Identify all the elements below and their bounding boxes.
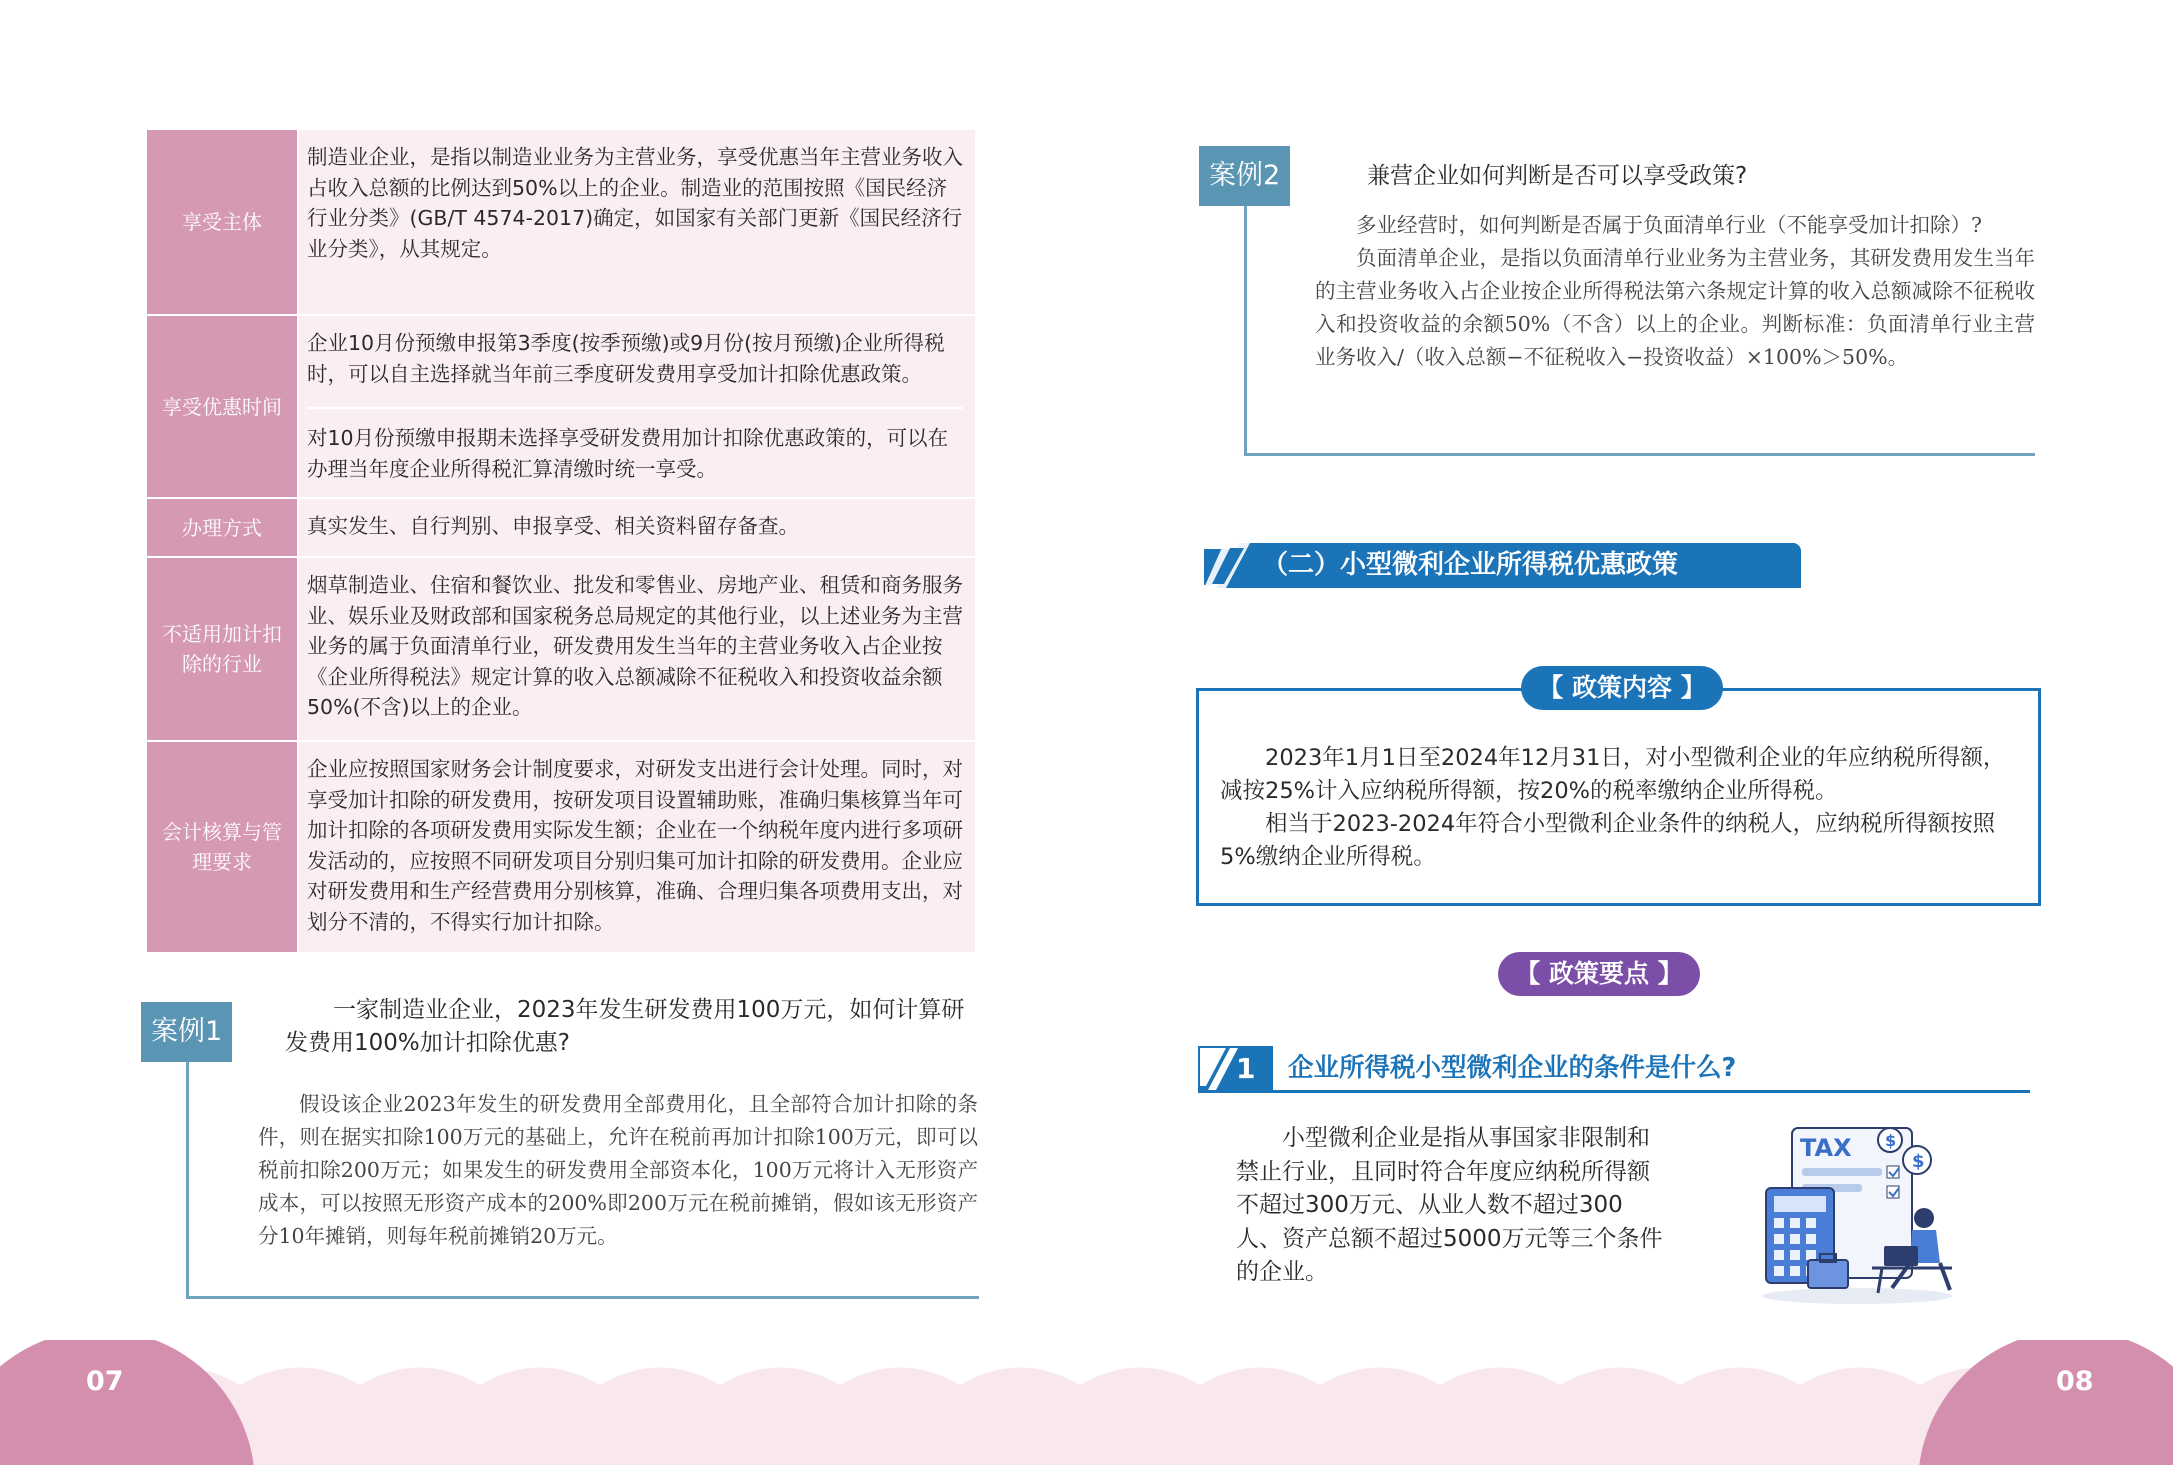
table-row xyxy=(147,315,975,498)
tax-label: TAX xyxy=(1800,1134,1852,1162)
section-chevron-icon xyxy=(1198,543,1258,588)
case2-question xyxy=(1367,160,2017,193)
row-paragraph: 企业10月份预缴申报第3季度(按季预缴)或9月份(按月预缴)企业所得税时，可以自主选择就当年前三季度研发费用享受加计扣除优惠政策。 xyxy=(307,331,945,386)
tax-calculator-illustration xyxy=(1752,1118,1962,1308)
point1-number: 1 xyxy=(1236,1052,1256,1085)
section-title: （二）小型微利企业所得税优惠政策 xyxy=(1262,550,1679,580)
point1-body-text: 小型微利企业是指从事国家非限制和禁止行业，且同时符合年度应纳税所得额不超过300万元、从业人数不超过300人、资产总额不超过5000万元等三个条件的企业。 xyxy=(1236,1125,1663,1285)
row-paragraph: 制造业企业，是指以制造业业务为主营业务，享受优惠当年主营业务收入占收入总额的比例达到50%以上的企业。制造业的范围按照《国民经济行业分类》(GB/T 4574-2017)确定，如国家有关部门更新《国民经济行业分类》，从其规定。 xyxy=(307,145,963,261)
policy-content-para: 2023年1月1日至2024年12月31日，对小型微利企业的年应纳税所得额，减按25%计入应纳税所得额，按20%的税率缴纳企业所得税。 xyxy=(1220,745,2006,804)
case1-answer-text: 假设该企业2023年发生的研发费用全部费用化，且全部符合加计扣除的条件，则在据实扣除100万元的基础上，允许在税前再加计扣除100万元，即可以税前扣除200万元；如果发生的研发费用全部资本化，100万元将计入无形资产成本，可以按照无形资产成本的200%即200万元在税前摊销，假如该无形资产分10年摊销，则每年税前摊销20万元。 xyxy=(258,1092,978,1248)
row-content xyxy=(298,130,975,315)
table-row xyxy=(147,130,975,315)
row-paragraph: 企业应按照国家财务会计制度要求，对研发支出进行会计处理。同时，对享受加计扣除的研发费用，按研发项目设置辅助账，准确归集核算当年可加计扣除的各项研发费用实际发生额；企业在一个纳税年度内进行多项研发活动的，应按照不同研发项目分别归集可加计扣除的研发费用。企业应对研发费用和生产经营费用分别核算，准确、合理归集各项费用支出，对划分不清的，不得实行加计扣除。 xyxy=(307,757,963,934)
row-content xyxy=(298,498,975,557)
row-label: 享受主体 xyxy=(147,130,298,315)
row-paragraph: 真实发生、自行判别、申报享受、相关资料留存备查。 xyxy=(307,514,799,538)
policy-points-pill: 【 政策要点 】 xyxy=(1498,952,1700,996)
case2-answer xyxy=(1315,209,2035,374)
page-number-left: 07 xyxy=(86,1366,124,1397)
point1-body xyxy=(1236,1122,1668,1290)
policy-content-pill: 【 政策内容 】 xyxy=(1521,666,1723,710)
page-number-right: 08 xyxy=(2056,1366,2094,1397)
row-label: 会计核算与管理要求 xyxy=(147,741,298,953)
policy-content-para: 相当于2023-2024年符合小型微利企业条件的纳税人，应纳税所得额按照5%缴纳企业所得税。 xyxy=(1220,811,1996,870)
row-label: 不适用加计扣除的行业 xyxy=(147,557,298,741)
case2-question-text: 兼营企业如何判断是否可以享受政策? xyxy=(1367,163,1748,189)
row-content xyxy=(298,315,975,498)
row-content xyxy=(298,741,975,953)
row-label: 享受优惠时间 xyxy=(147,315,298,498)
case1-tag: 案例1 xyxy=(141,1002,232,1062)
policy-table xyxy=(147,130,975,954)
case1-question xyxy=(285,994,980,1060)
row-label: 办理方式 xyxy=(147,498,298,557)
row-content xyxy=(298,557,975,741)
svg-text:$: $ xyxy=(1885,1131,1897,1150)
case2-answer-para: 负面清单企业，是指以负面清单行业业务为主营业务，其研发费用发生当年的主营业务收入占企业按企业所得税法第六条规定计算的收入总额减除不征税收入和投资收益的余额50%（不含）以上的企业。判断标准：负面清单行业主营业务收入/（收入总额−不征税收入−投资收益）×100%＞50%。 xyxy=(1315,246,2035,369)
table-row xyxy=(147,741,975,953)
case1-answer xyxy=(258,1088,978,1253)
case1-question-text: 一家制造业企业，2023年发生研发费用100万元，如何计算研发费用100%加计扣除优惠? xyxy=(285,997,965,1056)
row-paragraph: 对10月份预缴申报期未选择享受研发费用加计扣除优惠政策的，可以在办理当年度企业所得税汇算清缴时统一享受。 xyxy=(307,407,963,484)
point1-title: 企业所得税小型微利企业的条件是什么? xyxy=(1288,1053,1737,1083)
case2-tag: 案例2 xyxy=(1199,146,1290,206)
svg-text:$: $ xyxy=(1912,1151,1925,1172)
policy-content-text xyxy=(1220,742,2020,874)
row-paragraph: 烟草制造业、住宿和餐饮业、批发和零售业、房地产业、租赁和商务服务业、娱乐业及财政部和国家税务总局规定的其他行业，以上述业务为主营业务的属于负面清单行业，研发费用发生当年的主营业务收入占企业按《企业所得税法》规定计算的收入总额减除不征税收入和投资收益余额50%(不含)以上的企业。 xyxy=(307,573,963,719)
point1-underline xyxy=(1198,1090,2030,1093)
case2-answer-para: 多业经营时，如何判断是否属于负面清单行业（不能享受加计扣除）? xyxy=(1356,213,1982,237)
footer-wave xyxy=(0,1340,2173,1465)
table-row xyxy=(147,498,975,557)
table-row xyxy=(147,557,975,741)
